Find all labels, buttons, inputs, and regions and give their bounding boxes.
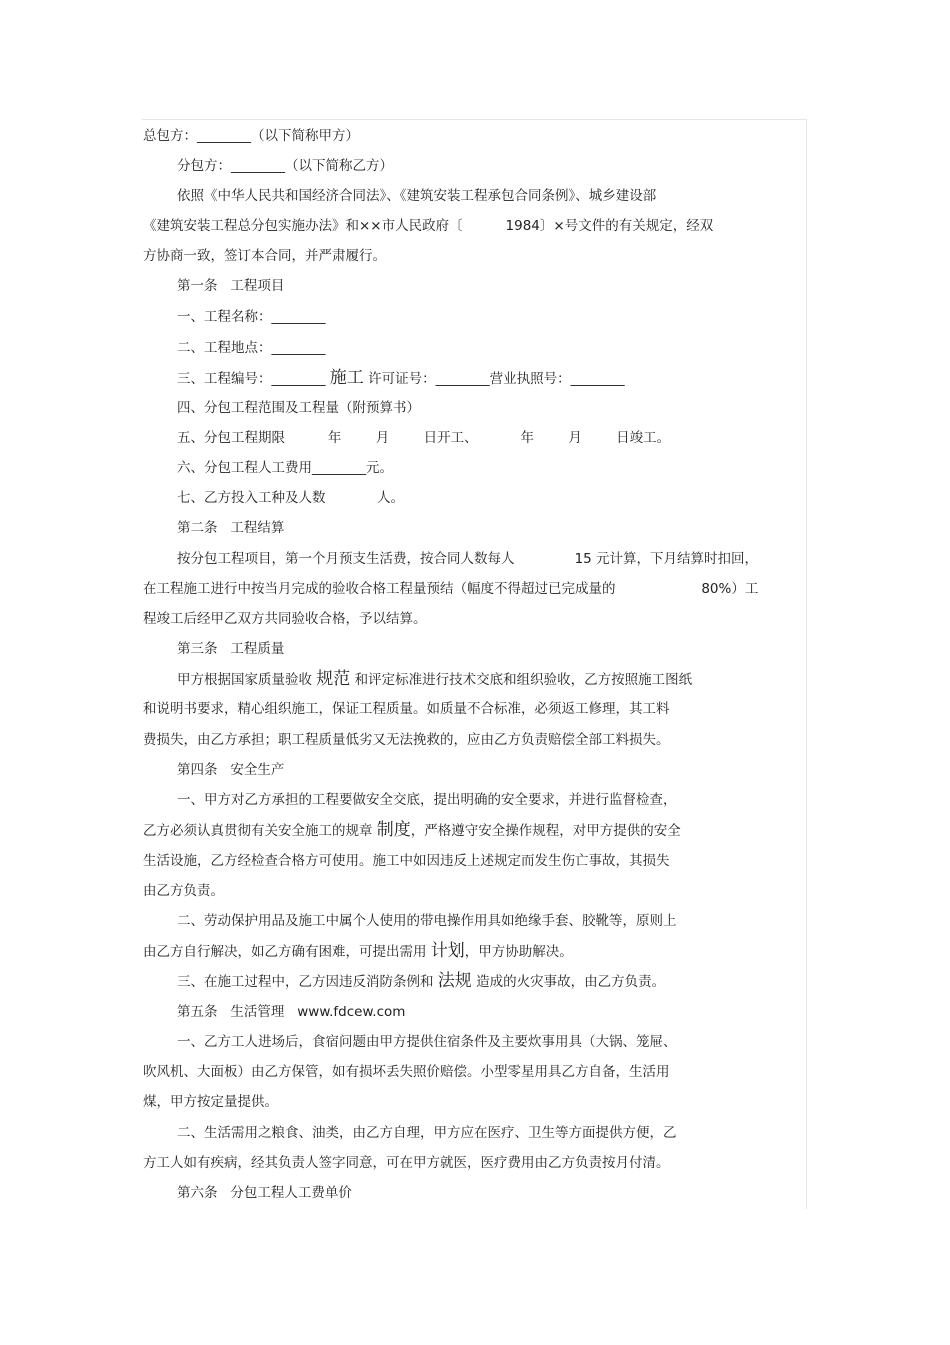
text-segment-large: 规范 [316, 669, 351, 689]
text-segment: 三、在施工过程中，乙方因违反消防条例和 [177, 974, 438, 990]
text-line: 二、劳动保护用品及施工中属个人使用的带电操作用具如绝缘手套、胶靴等，原则上 [177, 913, 677, 929]
article-heading: 第六条 分包工程人工费单价 [177, 1185, 352, 1201]
text-line: 《建筑安装工程总分包实施办法》和××市人民政府〔 1984〕×号文件的有关规定，经双 [143, 218, 714, 234]
text-line: 五、分包工程期限 年 月 日开工、 年 月 日竣工。 [177, 430, 671, 446]
text-line-mixed [177, 369, 950, 388]
text-line: 程竣工后经甲乙双方共同验收合格，予以结算。 [143, 611, 427, 627]
text-line: 吹风机、大面板）由乙方保管，如有损坏丢失照价赔偿。小型零星用具乙方自备，生活用 [143, 1064, 670, 1080]
text-line: 七、乙方投入工种及人数 人。 [177, 490, 404, 506]
article-heading: 第二条 工程结算 [177, 520, 285, 536]
text-line: 一、甲方对乙方承担的工程要做安全交底，提出明确的安全要求，并进行监督检查， [177, 792, 677, 808]
article-heading: 第五条 生活管理 www.fdcew.com [177, 1004, 406, 1020]
text-line: 方协商一致，签订本合同，并严肃履行。 [143, 248, 386, 264]
text-line-mixed [177, 670, 950, 689]
text-segment: ，甲方协助解决。 [464, 944, 573, 960]
text-segment-large: 施工 [329, 368, 364, 388]
text-segment-large: 制度 [376, 820, 411, 840]
article-heading: 第四条 安全生产 [177, 762, 285, 778]
text-line: 总包方：________（以下简称甲方） [143, 128, 359, 144]
text-line: 生活设施，乙方经检查合格方可使用。施工中如因违反上述规定而发生伤亡事故，其损失 [143, 853, 670, 869]
text-line: 二、工程地点：________ [177, 340, 326, 356]
text-line: 二、生活需用之粮食、油类，由乙方自理，甲方应在医疗、卫生等方面提供方便，乙 [177, 1125, 677, 1141]
text-line-mixed [177, 972, 950, 991]
text-line: 方工人如有疾病，经其负责人签字同意，可在甲方就医，医疗费用由乙方负责按月付清。 [143, 1155, 670, 1171]
text-line: 煤，甲方按定量提供。 [143, 1094, 278, 1110]
text-segment: 由乙方自行解决，如乙方确有困难，可提出需用 [143, 944, 431, 960]
text-segment: 许可证号：________营业执照号：________ [363, 371, 625, 387]
text-line: 六、分包工程人工费用________元。 [177, 460, 393, 476]
text-line: 按分包工程项目，第一个月预支生活费，按合同人数每人 15 元计算，下月结算时扣回， [177, 551, 759, 567]
text-line-mixed [143, 821, 950, 840]
text-segment: 三、工程编号：________ [177, 371, 330, 387]
text-line: 由乙方负责。 [143, 883, 224, 899]
text-line: 和说明书要求，精心组织施工，保证工程质量。如质量不合标准，必须返工修理，其工料 [143, 701, 670, 717]
text-line: 一、工程名称：________ [177, 309, 326, 325]
text-line: 在工程施工进行中按当月完成的验收合格工程量预结（幅度不得超过已完成量的 80%）工 [143, 581, 759, 597]
text-line: 费损失，由乙方承担；职工程质量低劣又无法挽救的，应由乙方负责赔偿全部工料损失。 [143, 732, 670, 748]
text-segment-large: 法规 [437, 971, 472, 991]
text-segment-large: 计划 [430, 941, 465, 961]
article-heading: 第三条 工程质量 [177, 641, 285, 657]
text-segment: 乙方必须认真贯彻有关安全施工的规章 [143, 823, 377, 839]
text-segment: 造成的火灾事故，由乙方负责。 [471, 974, 666, 990]
text-line: 分包方：________（以下简称乙方） [177, 158, 393, 174]
text-line-mixed [143, 942, 950, 961]
article-heading: 第一条 工程项目 [177, 278, 285, 294]
text-segment: 甲方根据国家质量验收 [177, 672, 317, 688]
text-segment: ，严格遵守安全操作规程，对甲方提供的安全 [410, 823, 681, 839]
text-segment: 和评定标准进行技术交底和组织验收，乙方按照施工图纸 [350, 672, 693, 688]
text-line: 依照《中华人民共和国经济合同法》、《建筑安装工程承包合同条例》、城乡建设部 [177, 188, 657, 204]
text-line: 四、分包工程范围及工程量（附预算书） [177, 400, 420, 416]
text-line: 一、乙方工人进场后，食宿问题由甲方提供住宿条件及主要炊事用具（大锅、笼屉、 [177, 1034, 677, 1050]
